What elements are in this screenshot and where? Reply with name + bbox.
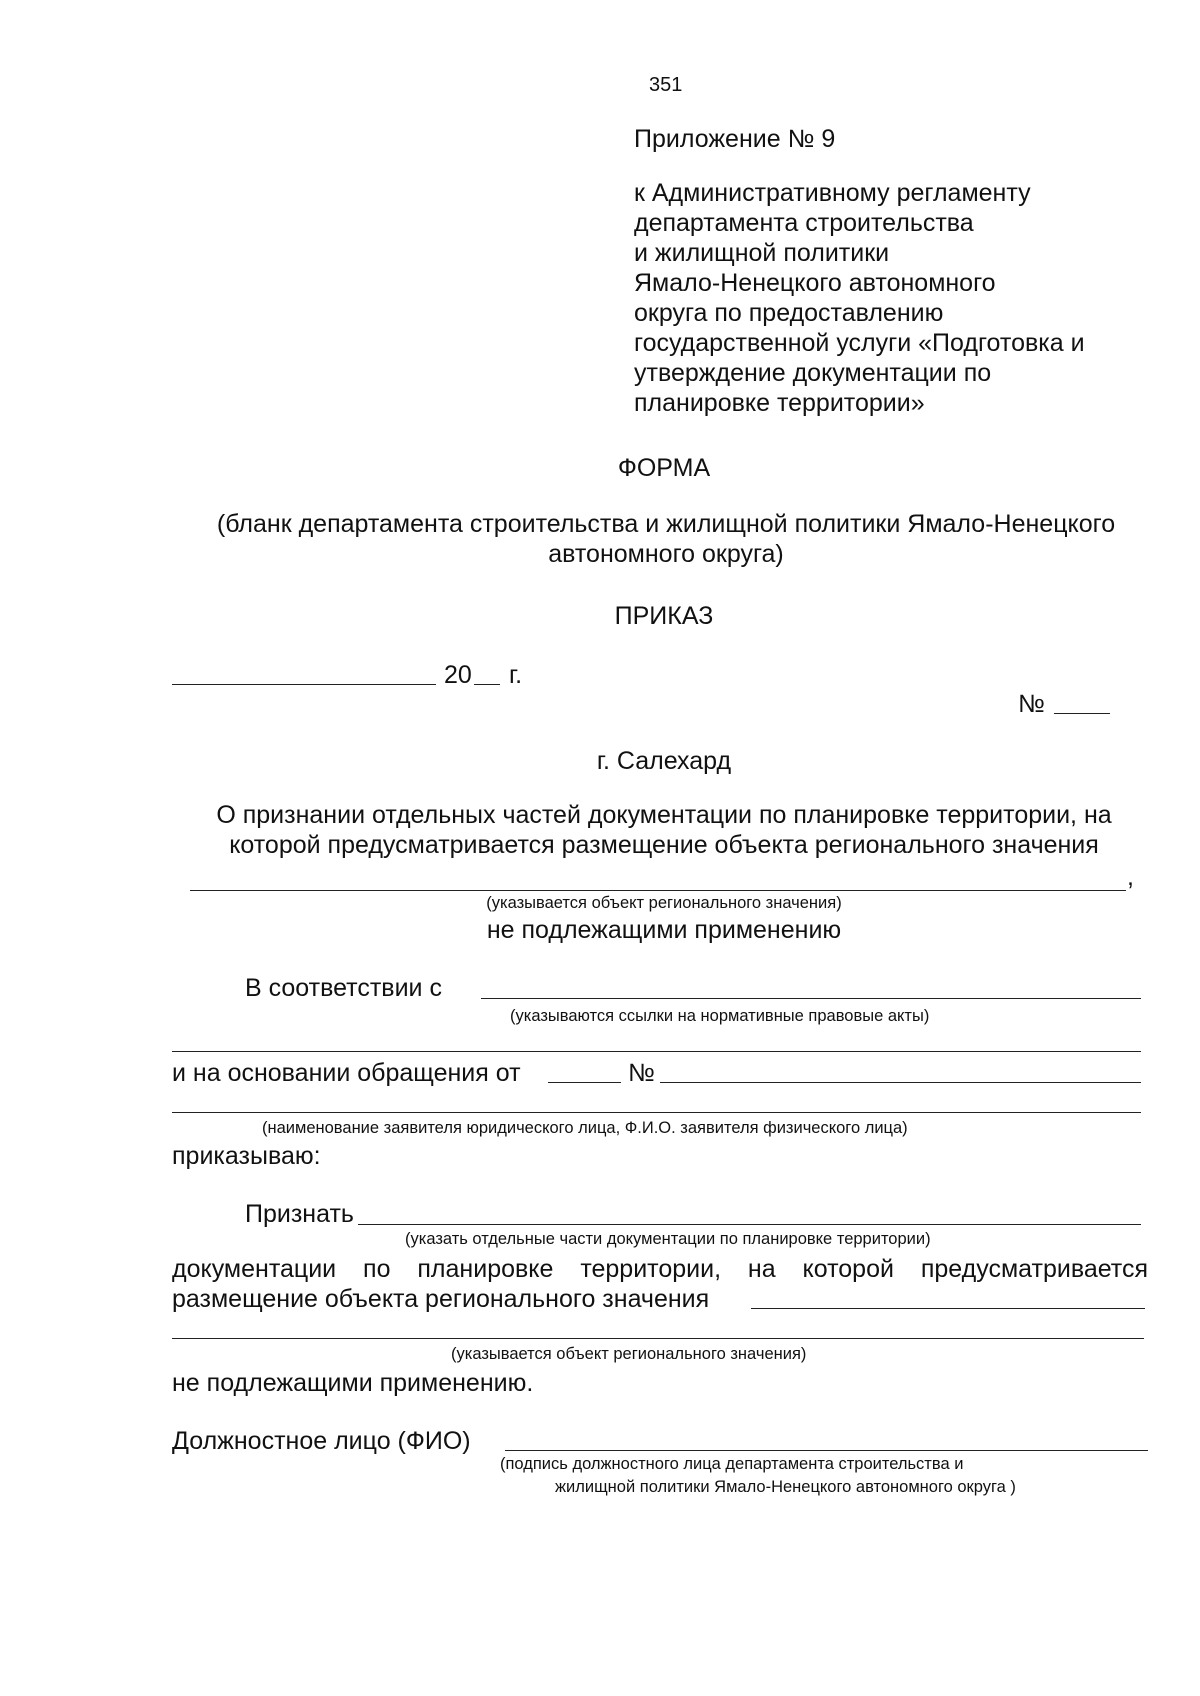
appendix-line: утверждение документации по [634, 359, 992, 387]
applicant-line [172, 1112, 1141, 1113]
accordance-label: В соответствии с [245, 974, 442, 1002]
appendix-line: округа по предоставлению [634, 299, 944, 327]
appendix-line: к Административному регламенту [634, 179, 1031, 207]
subject-object-line [190, 890, 1126, 891]
order-title: ПРИКАЗ [614, 602, 714, 630]
date-year-prefix: 20 [444, 661, 472, 689]
subject-object-hint: (указывается объект регионального значения) [486, 894, 842, 912]
accordance-line [481, 998, 1141, 999]
appendix-line: государственной услуги «Подготовка и [634, 329, 1085, 357]
letterhead-line-1: (бланк департамента строительства и жилищной политики Ямало-Ненецкого [216, 510, 1116, 538]
signature-hint-line-1: (подпись должностного лица департамента строительства и [500, 1455, 964, 1473]
order-word: приказываю: [172, 1142, 321, 1170]
appeal-number-line [660, 1082, 1141, 1083]
form-label: ФОРМА [617, 454, 711, 482]
doc-line-1: документации по планировке территории, на которой предусматривается [172, 1255, 1148, 1283]
conclusion: не подлежащими применению. [172, 1369, 534, 1397]
accordance-hint: (указываются ссылки на нормативные правовые акты) [510, 1007, 930, 1025]
doc-line-2: размещение объекта регионального значения [172, 1285, 710, 1313]
city: г. Салехард [596, 747, 732, 775]
parts-hint: (указать отдельные части документации по планировке территории) [405, 1230, 931, 1248]
applicant-hint: (наименование заявителя юридического лица, Ф.И.О. заявителя физического лица) [262, 1119, 908, 1137]
date-year-line [474, 684, 500, 685]
page-number: 351 [649, 74, 683, 96]
recognize-line [358, 1224, 1141, 1225]
doc-object-line-2 [172, 1338, 1144, 1339]
order-number-sign: № [1018, 690, 1045, 718]
appendix-line: департамента строительства [634, 209, 974, 237]
appendix-title: Приложение № 9 [634, 125, 836, 153]
subject-comma: , [1127, 863, 1134, 891]
doc-object-line [751, 1308, 1145, 1309]
signature-label: Должностное лицо (ФИО) [172, 1427, 471, 1455]
order-number-line [1054, 713, 1110, 714]
date-year-suffix: г. [509, 661, 523, 689]
subject-line-1: О признании отдельных частей документации по планировке территории, на [216, 801, 1112, 829]
appeal-number-sign: № [628, 1059, 655, 1087]
appendix-line: и жилищной политики [634, 239, 890, 267]
subject-line-2: которой предусматривается размещение объекта регионального значения [229, 831, 1099, 859]
signature-line [505, 1450, 1148, 1451]
appendix-line: планировке территории» [634, 389, 925, 417]
appeal-date-line [548, 1082, 621, 1083]
letterhead-line-2: автономного округа) [548, 540, 784, 568]
based-on-label: и на основании обращения от [172, 1059, 521, 1087]
signature-hint-line-2: жилищной политики Ямало-Ненецкого автономного округа ) [555, 1478, 1016, 1496]
subject-line-3: не подлежащими применению [486, 916, 842, 944]
date-day-month-line [172, 684, 436, 685]
appendix-line: Ямало-Ненецкого автономного [634, 269, 996, 297]
object-hint: (указывается объект регионального значения) [451, 1345, 807, 1363]
appendix-description [634, 178, 1154, 418]
recognize-label: Признать [245, 1200, 354, 1228]
accordance-line-2 [172, 1051, 1141, 1052]
